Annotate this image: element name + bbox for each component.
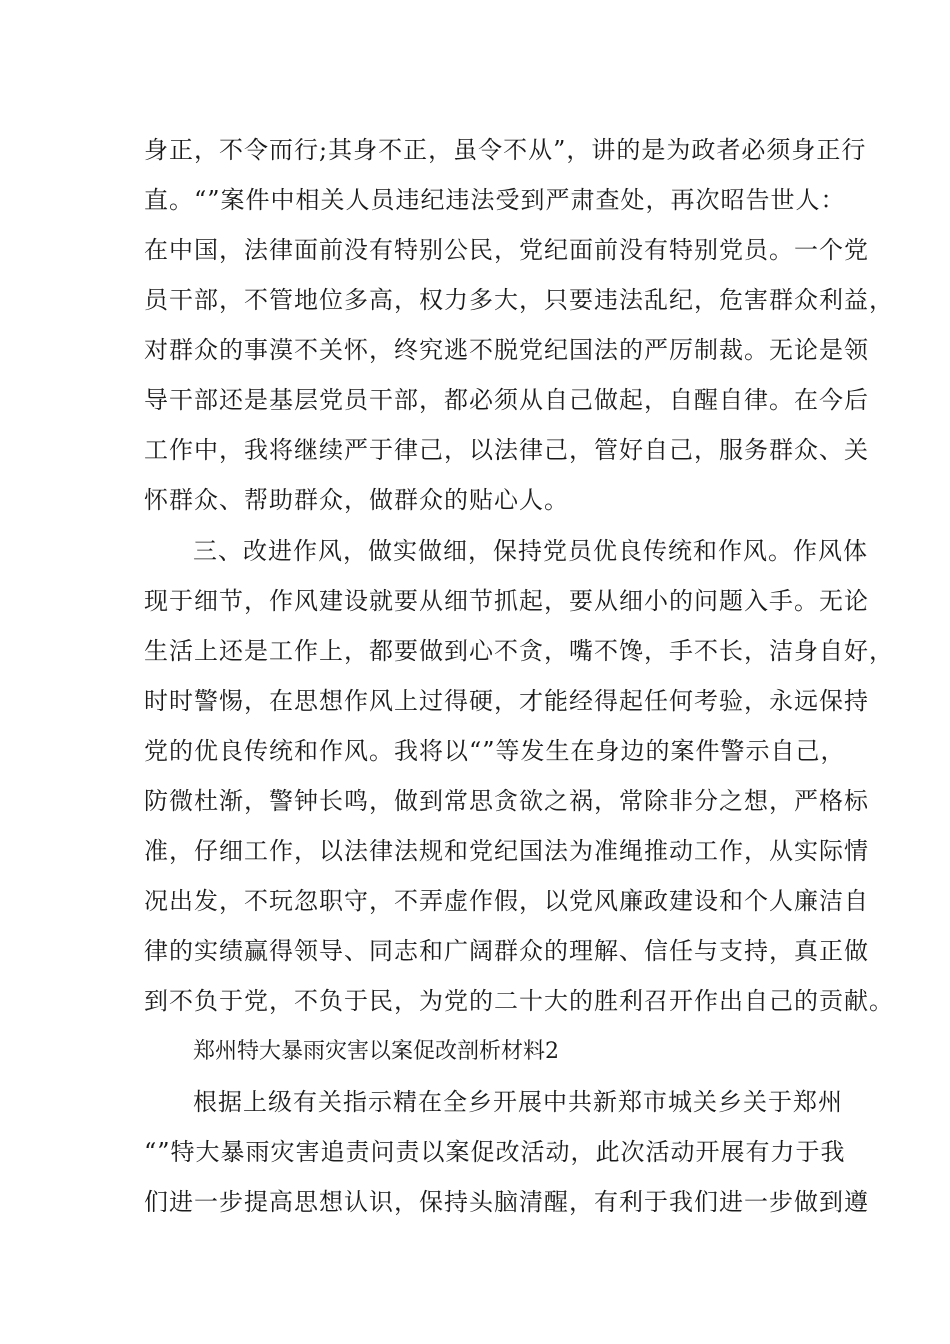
body-text-line: 根据上级有关指示精在全乡开展中共新郑市城关乡关于郑州	[193, 1088, 843, 1116]
body-text-line: 生活上还是工作上，都要做到心不贪，嘴不馋，手不长，洁身自好，	[144, 637, 894, 665]
body-text-line: 在中国，法律面前没有特别公民，党纪面前没有特别党员。一个党	[144, 236, 869, 264]
body-text-line: 况出发，不玩忽职守，不弄虚作假，以党风廉政建设和个人廉洁自	[144, 887, 869, 915]
body-text-line: 工作中，我将继续严于律己，以法律己，管好自己，服务群众、关	[144, 436, 869, 464]
body-text-line: 们进一步提高思想认识，保持头脑清醒，有利于我们进一步做到遵	[144, 1188, 869, 1216]
body-text-line: 员干部，不管地位多高，权力多大，只要违法乱纪，危害群众利益，	[144, 286, 894, 314]
body-text-line: 党的优良传统和作风。我将以“”等发生在身边的案件警示自己，	[144, 737, 846, 765]
body-text-line: 律的实绩赢得领导、同志和广阔群众的理解、信任与支持，真正做	[144, 937, 869, 965]
body-text-line: 身正，不令而行;其身不正，虽令不从”，讲的是为政者必须身正行	[144, 136, 867, 164]
body-text-line: 防微杜渐，警钟长鸣，做到常思贪欲之祸，常除非分之想，严格标	[144, 787, 869, 815]
body-text-line: 时时警惕，在思想作风上过得硬，才能经得起任何考验，永远保持	[144, 687, 869, 715]
body-text-line: 怀群众、帮助群众，做群众的贴心人。	[144, 486, 569, 514]
body-text-line: 导干部还是基层党员干部，都必须从自己做起，自醒自律。在今后	[144, 386, 869, 414]
body-text-line: “”特大暴雨灾害追责问责以案促改活动，此次活动开展有力于我	[144, 1138, 846, 1166]
body-text-line: 准，仔细工作，以法律法规和党纪国法为准绳推动工作，从实际情	[144, 837, 869, 865]
body-text-line: 对群众的事漠不关怀，终究逃不脱党纪国法的严厉制裁。无论是领	[144, 336, 869, 364]
body-text-line: 到不负于党，不负于民，为党的二十大的胜利召开作出自己的贡献。	[144, 987, 894, 1015]
section-heading: 郑州特大暴雨灾害以案促改剖析材料2	[193, 1039, 559, 1064]
section-three-text: 三、改进作风，做实做细，保持党员优良传统和作风。作风体	[193, 537, 868, 565]
body-text-line: 直。“”案件中相关人员违纪违法受到严肃查处，再次昭告世人：	[144, 186, 846, 214]
body-text-line: 现于细节，作风建设就要从细节抓起，要从细小的问题入手。无论	[144, 587, 869, 615]
